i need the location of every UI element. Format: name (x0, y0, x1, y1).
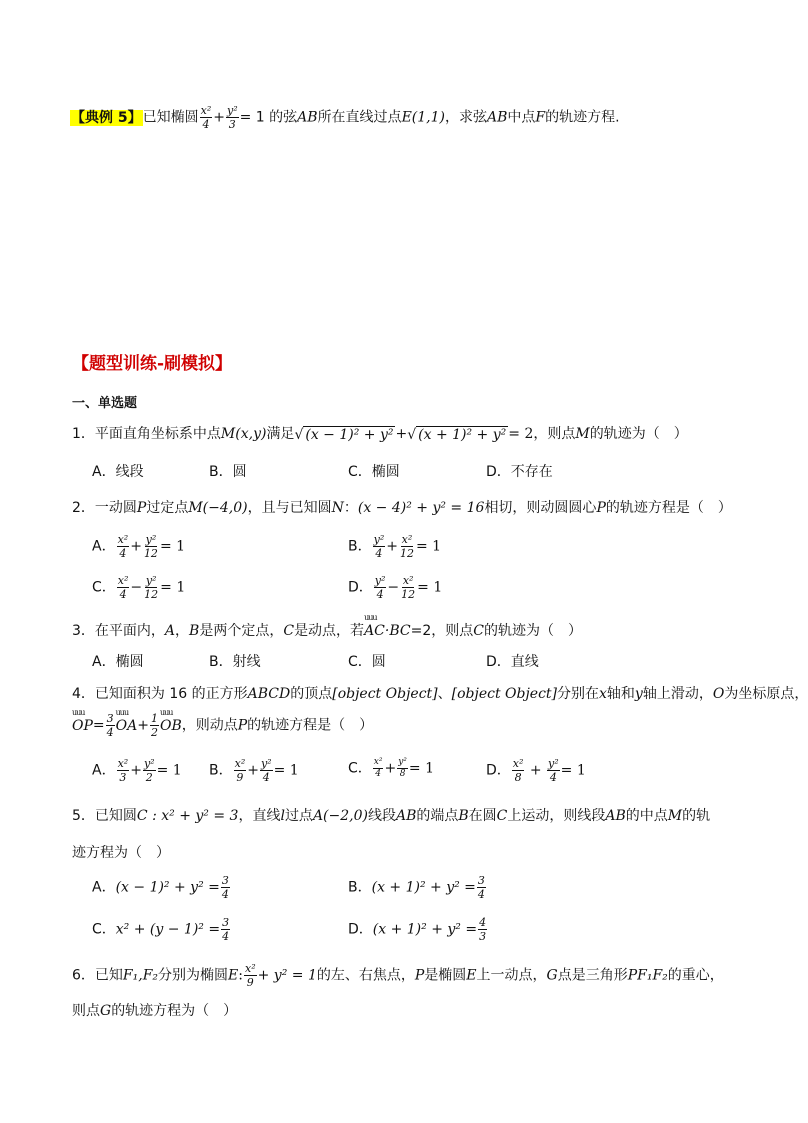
question-3: 3．在平面内，A，B是两个定点，C是动点，若uuu AC·BC=2，则点C的轨迹为（ ） (72, 620, 582, 640)
q4-option-a: A． $\frac{\text{x²}}{3}$ + $\frac{\text{y²}}{2}$ = 1 (92, 757, 182, 784)
fraction: $\frac{\text{y²}}{3}$ (226, 104, 238, 131)
q2-option-c: C． $\frac{\text{x²}}{4}$ − $\frac{\text{y²}}{12}$ = 1 (92, 574, 186, 601)
question-5-line-1: 5．已知圆C : x² + y² = 3，直线l过点A(−2,0)线段AB的端点B在圆C上运动，则线段AB的中点M的轨 (72, 808, 711, 824)
q4-option-c: C． $\frac{\text{x²}}{4}$ + $\frac{\text{y²}}{8}$ = 1 (348, 757, 434, 779)
q2-option-d: D． $\frac{\text{y²}}{4}$ − $\frac{\text{x²}}{12}$ = 1 (348, 574, 443, 601)
example-tag: 【典例 5】 (71, 109, 142, 126)
section-title: 【题型训练-刷模拟】 (72, 354, 233, 374)
question-4-line-1: 4．已知面积为 16 的正方形ABCD的顶点[object Object]、[object Object]分别在x轴和y轴上滑动，O为坐标原点， (72, 686, 808, 702)
q5-option-c: C．x² + (y − 1)² = $\frac{3}{4}$ (92, 916, 230, 943)
question-6-line-2: 则点G的轨迹方程为（ ） (72, 1003, 238, 1019)
sub-title: 一、单选题 (72, 396, 138, 411)
q4-option-d: D． $\frac{\text{x²}}{8}$ + $\frac{\text{y²}}{4}$ = 1 (486, 757, 586, 784)
q2-option-a: A． $\frac{\text{x²}}{4}$ + $\frac{\text{y²}}{12}$ = 1 (92, 533, 186, 560)
q5-option-b: B．(x + 1)² + y² = $\frac{3}{4}$ (348, 874, 485, 901)
fraction: $\frac{\text{x²}}{4}$ (200, 104, 212, 131)
q1-option-d: D．不存在 (486, 464, 553, 480)
q1-option-c: C．椭圆 (348, 464, 400, 480)
q1-option-a: A．线段 (92, 464, 144, 480)
q3-option-a: A．椭圆 (92, 654, 144, 670)
q3-option-b: B．射线 (209, 654, 261, 670)
example-problem: 【典例 5】已知椭圆 $\frac{\text{x²}}{4}$ + $\frac{\text{y²}}{3}$ = 1 的弦AB所在直线过点E(1,1)，求弦AB中点F的轨迹方程. (71, 104, 620, 131)
q4-option-b: B． $\frac{\text{x²}}{9}$ + $\frac{\text{y²}}{4}$ = 1 (209, 757, 299, 784)
question-5-line-2: 迹方程为（ ） (72, 845, 170, 861)
question-1: 1．平面直角坐标系中点M(x,y)满足√ (x − 1)² + y² +√ (x + 1)² + y² = 2，则点M的轨迹为（ ） (72, 426, 688, 443)
q1-option-b: B．圆 (209, 464, 247, 480)
question-2: 2．一动圆P过定点M(−4,0)，且与已知圆N：(x − 4)² + y² = 16相切，则动圆圆心P的轨迹方程是（ ） (72, 500, 732, 516)
q2-option-b: B． $\frac{\text{y²}}{4}$ + $\frac{\text{x²}}{12}$ = 1 (348, 533, 442, 560)
question-6-line-1: 6．已知F₁,F₂分别为椭圆E: $\frac{\text{x²}}{9}$ + y² = 1的左、右焦点，P是椭圆E上一动点，G点是三角形PF₁F₂的重心， (72, 962, 724, 989)
sqrt: √ (x − 1)² + y² (294, 426, 394, 443)
q3-option-d: D．直线 (486, 654, 539, 670)
question-4-line-2: uuu OP= $\frac{3}{4}$ uuu OA+ $\frac{1}{2}$ uuu OB，则动点P的轨迹方程是（ ） (72, 712, 373, 739)
q3-option-c: C．圆 (348, 654, 386, 670)
q5-option-d: D．(x + 1)² + y² = $\frac{4}{3}$ (348, 916, 487, 943)
q5-option-a: A．(x − 1)² + y² = $\frac{3}{4}$ (92, 874, 229, 901)
sqrt: √ (x + 1)² + y² (407, 426, 507, 443)
